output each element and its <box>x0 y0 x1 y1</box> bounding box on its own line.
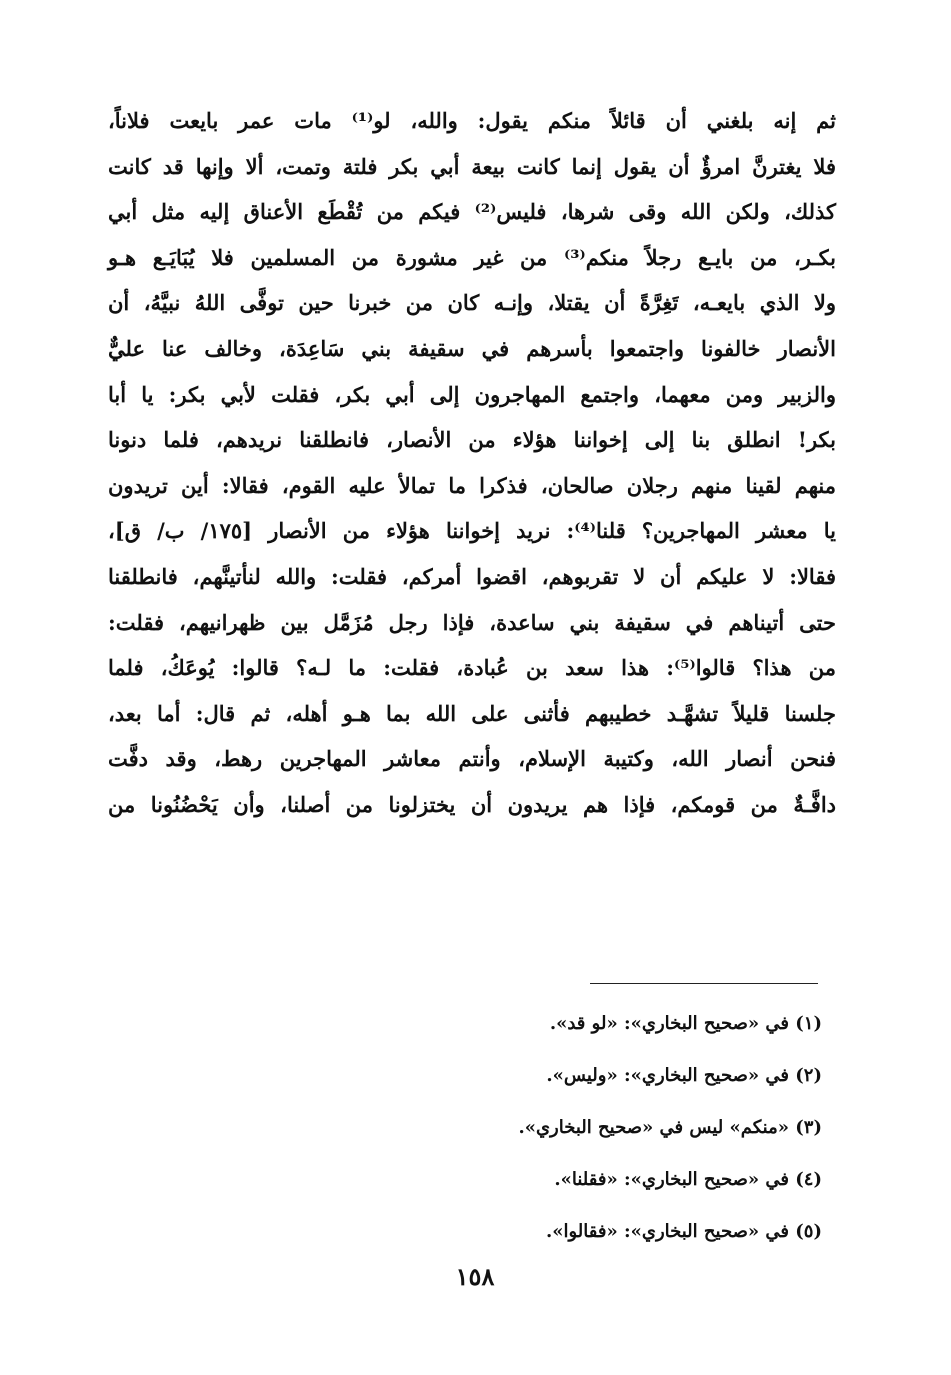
text-line: بكر! انطلق بنا إلى إخواننا هؤلاء من الأنصار، فانطلقنا نريدهم، فلما دنونا <box>108 427 836 453</box>
footnote-item: (٥) في «صحيح البخاري»: «فقالوا». <box>545 1221 822 1242</box>
footnote-item: (٢) في «صحيح البخاري»: «وليس». <box>546 1065 822 1086</box>
main-text <box>108 98 836 828</box>
text-line: فنحن أنصار الله، وكتيبة الإسلام، وأنتم معاشر المهاجرين رهط، وقد دفَّت <box>108 746 836 772</box>
text-line: الأنصار خالفونا واجتمعوا بأسرهم في سقيفة بني سَاعِدَة، وخالف عنا عليٌّ <box>108 335 836 361</box>
page-number: ١٥٨ <box>455 1262 495 1291</box>
footnotes <box>300 998 822 1258</box>
text-line: دافَّـةٌ من قومكم، فإذا هم يريدون أن يختزلونا من أصلنا، وأن يَحْضُنُونا من <box>108 791 836 817</box>
text-line: يا معشر المهاجرين؟ قلنا⁽⁴⁾: نريد إخواننا هؤلاء من الأنصار [١٧٥/ ب/ ق]، <box>108 518 836 544</box>
text-line: بكـر، من بايـع رجلاً منكم⁽³⁾ من غير مشورة من المسلمين فلا يُبَايَـع هـو <box>108 244 837 270</box>
text-line: من هذا؟ قالوا⁽⁵⁾: هذا سعد بن عُبادة، فقلت: ما لـه؟ قالوا: يُوعَكُ، فلما <box>108 655 836 681</box>
footnote-item: (١) في «صحيح البخاري»: «لو قد». <box>549 1013 822 1034</box>
text-line: حتى أتيناهم في سقيفة بني ساعدة، فإذا رجل مُزَمَّل بين ظهرانيهم، فقلت: <box>108 609 836 635</box>
footnote-separator <box>590 983 818 984</box>
footnote-item: (٤) في «صحيح البخاري»: «فقلنا». <box>554 1169 822 1190</box>
text-line: منهم لقينا منهم رجلان صالحان، فذكرا ما تمالأ عليه القوم، فقالا: أين تريدون <box>108 472 836 498</box>
text-line: ولا الذي بايعـه، تَغِرَّةً أن يقتلا، وإنـه كان من خبرنا حين توفَّى اللهُ نبيَّهُ، أن <box>108 290 836 316</box>
text-line: والزبير ومن معهما، واجتمع المهاجرون إلى أبي بكر، فقلت لأبي بكر: يا أبا <box>108 381 836 407</box>
text-line: جلسنا قليلاً تشهَّـد خطيبهم فأثنى على الله بما هـو أهله، ثم قال: أما بعد، <box>108 700 836 726</box>
text-line: فلا يغترنَّ امرؤٌ أن يقول إنما كانت بيعة أبي بكر فلتة وتمت، ألا وإنها قد كانت <box>108 153 836 179</box>
footnote-item: (٣) «منكم» ليس في «صحيح البخاري». <box>518 1117 822 1138</box>
text-line: ثم إنه بلغني أن قائلاً منكم يقول: والله، لو⁽¹⁾ مات عمر بايعت فلاناً، <box>108 108 836 133</box>
text-line: كذلك، ولكن الله وقى شرها، فليس⁽²⁾ فيكم من تُقْطَع الأعناق إليه مثل أبي <box>108 199 836 225</box>
text-line: فقالا: لا عليكم أن لا تقربوهم، اقضوا أمركم، فقلت: والله لنأتينَّهم، فانطلقنا <box>108 563 836 589</box>
